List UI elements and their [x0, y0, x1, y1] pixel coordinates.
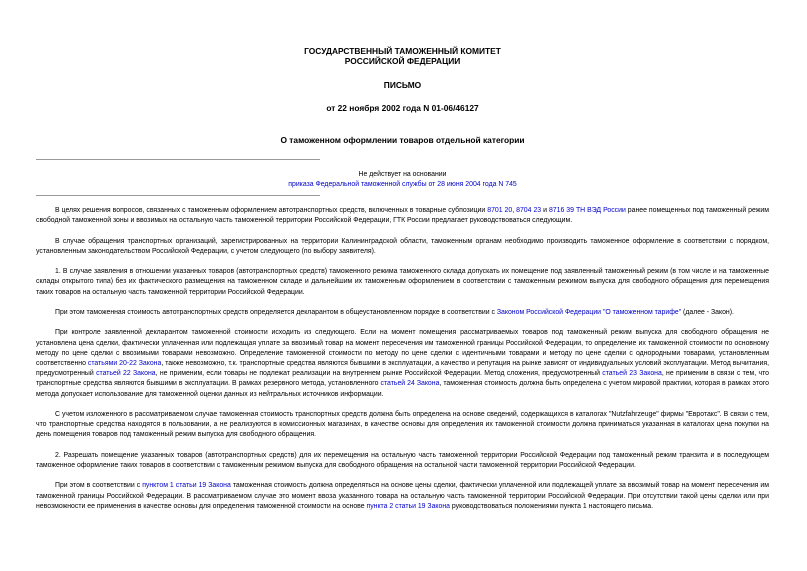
link-tn-ved[interactable]: ТН ВЭД России	[575, 207, 626, 214]
paragraph-point-1: 1. В случае заявления в отношении указанных товаров (автотранспортных средств) таможенного режима таможенного склада допускать их помещение под заявленный таможенный режим (в том числе и на таможенные склады открытого типа) без их фактического размещения на таможенном складе и дальнейшим их таможенным оформлением в соответствии с таможенным режимом выпуска для свободного обращения для перемещения таких товаров на остальную часть таможенной территории Российской Федерации.	[36, 268, 769, 296]
link-code-8716-39[interactable]: 8716 39	[548, 207, 574, 214]
paragraph-text: руководствоваться положениями пункта 1 настоящего письма.	[449, 502, 654, 510]
paragraph-intro	[36, 206, 769, 226]
paragraph-point-2: 2. Разрешать помещение указанных товаров (автотранспортных средств) для их перемещения на остальную часть таможенной территории Российской Федерации под таможенный режим транзита и в последующем таможенное оформление таких товаров в соответствии с таможенным режимом выпуска для свободного обращения на остальной части таможенной территории Российской Федерации.	[36, 451, 769, 469]
paragraph-text: , также невозможно, т.к. транспортные средства являются бывшими в эксплуатации, а качество и репутация на рынке зависят от индивидуальных условий эксплуатации. Метод вычитания, предусмотренный	[36, 359, 769, 378]
status-note	[36, 170, 769, 190]
paragraph-text: (далее - Закон).	[681, 308, 734, 316]
document-subject: О таможенном оформлении товаров отдельной категории	[280, 135, 525, 145]
paragraph-article-19	[36, 481, 769, 512]
paragraph-eurotax: С учетом изложенного в рассматриваемом случае таможенная стоимость транспортных средств должна быть определена на основе сведений, содержащихся в каталогах "Nutzfahrzeuge" фирмы "Евротакс". В связи с тем, что транспортные средства находятся в пользовании, а не реализуются в комиссионных магазинах, в качестве основы для определения их таможенной стоимости должна приниматься указанная в каталогах цена покупки на день помещения товаров под таможенный режим выпуска для свободного обращения.	[36, 410, 769, 439]
document-body	[36, 206, 769, 512]
separator-text: и	[541, 207, 549, 214]
paragraph-text: , таможенная стоимость должна быть определена с учетом мировой практики, которая в рамках этого метода допускает использование для таможенной оценки данных из нейтральных источников информации.	[36, 380, 769, 398]
paragraph-customs-value	[36, 308, 769, 318]
document-type: ПИСЬМО	[383, 80, 422, 90]
paragraph-text: В целях решения вопросов, связанных с таможенным оформлением автотранспортных средств, включенных в товарные субпозиции	[55, 207, 488, 214]
link-articles-20-22[interactable]: статьями 20-22 Закона	[87, 359, 162, 367]
paragraph-text: таможенная стоимость должна определяться на основе цены сделки, фактически уплаченной или подлежащей уплате за ввозимый товар на момент пересечения им таможенной границы Российской Федерации. В рассматриваемом случае это момент ввоза указанного товара на остальную часть таможенной территории Российской Федерации. При отсутствии такой цены сделки или при невозможности ее применения в качестве основы для определения таможенной стоимости на основе	[36, 482, 770, 510]
status-order-link[interactable]: приказа Федеральной таможенной службы от 28 июня 2004 года N 745	[288, 181, 517, 188]
divider-bottom	[36, 195, 320, 196]
paragraph-control	[36, 328, 769, 399]
paragraph-text: ранее помещенных под таможенный режим свободной таможенной зоны и ввозимых на остальную часть таможенной территории Российской Федерации, ГТК России предлагает руководствоваться следующим.	[36, 207, 769, 225]
issuer-line-1: ГОСУДАРСТВЕННЫЙ ТАМОЖЕННЫЙ КОМИТЕТ	[304, 46, 501, 56]
paragraph-kaliningrad: В случае обращения транспортных организаций, зарегистрированных на территории Калининградской области, таможенным органам необходимо производить таможенное оформление в соответствии с порядком, установленным законодательством Российской Федерации, с учетом следующего (по выбору заявителя).	[36, 237, 769, 255]
issuer-line-2: РОССИЙСКОЙ ФЕДЕРАЦИИ	[344, 56, 461, 66]
link-article-24[interactable]: статьей 24 Закона	[380, 380, 440, 388]
paragraph-text: При контроле заявленной декларантом таможенной стоимости исходить из следующего. Если на момент помещения рассматриваемых товаров под таможенный режим выпуска для свободного обращения не установлена цена сделки, фактически уплаченная или подлежащая уплате за ввозимый товар на момент пересечения им таможенной границы Российской Федерации, то определение их таможенной стоимости по основному методу по цене сделки с ввозимыми товарами невозможно. Определение таможенной стоимости по методу по цене сделки с идентичными товарами и методу по цене сделки с однородными товарами, установленным соответственно	[36, 329, 769, 367]
link-article-19-item-1[interactable]: пунктом 1 статьи 19 Закона	[142, 482, 231, 490]
link-code-8704-23[interactable]: 8704 23	[516, 207, 542, 214]
link-article-22[interactable]: статьей 22 Закона	[96, 370, 156, 378]
link-article-23[interactable]: статьей 23 Закона	[602, 370, 662, 378]
separator-text: ,	[512, 207, 517, 214]
paragraph-text: , не применим, если товары не подлежат реализации на внутреннем рынке Российской Федерации. Метод сложения, предусмотренный	[155, 370, 603, 378]
paragraph-text: При этом таможенная стоимость автотранспортных средств определяется декларантом в общеустановленном порядке в соответствии с	[55, 308, 497, 316]
divider-top	[36, 159, 320, 160]
paragraph-text: , не применим в связи с тем, что транспортные средства являются бывшими в эксплуатации. В рамках резервного метода, установленного	[36, 370, 770, 388]
link-article-19-item-2[interactable]: пункта 2 статьи 19 Закона	[366, 502, 450, 510]
document-date-number: от 22 ноября 2002 года N 01-06/46127	[326, 103, 479, 113]
link-code-8701-20[interactable]: 8701 20	[487, 207, 513, 214]
link-customs-tariff-law[interactable]: Законом Российской Федерации "О таможенном тарифе"	[496, 308, 682, 316]
status-text: Не действует на основании	[358, 171, 447, 178]
paragraph-text: При этом в соответствии с	[55, 482, 143, 490]
